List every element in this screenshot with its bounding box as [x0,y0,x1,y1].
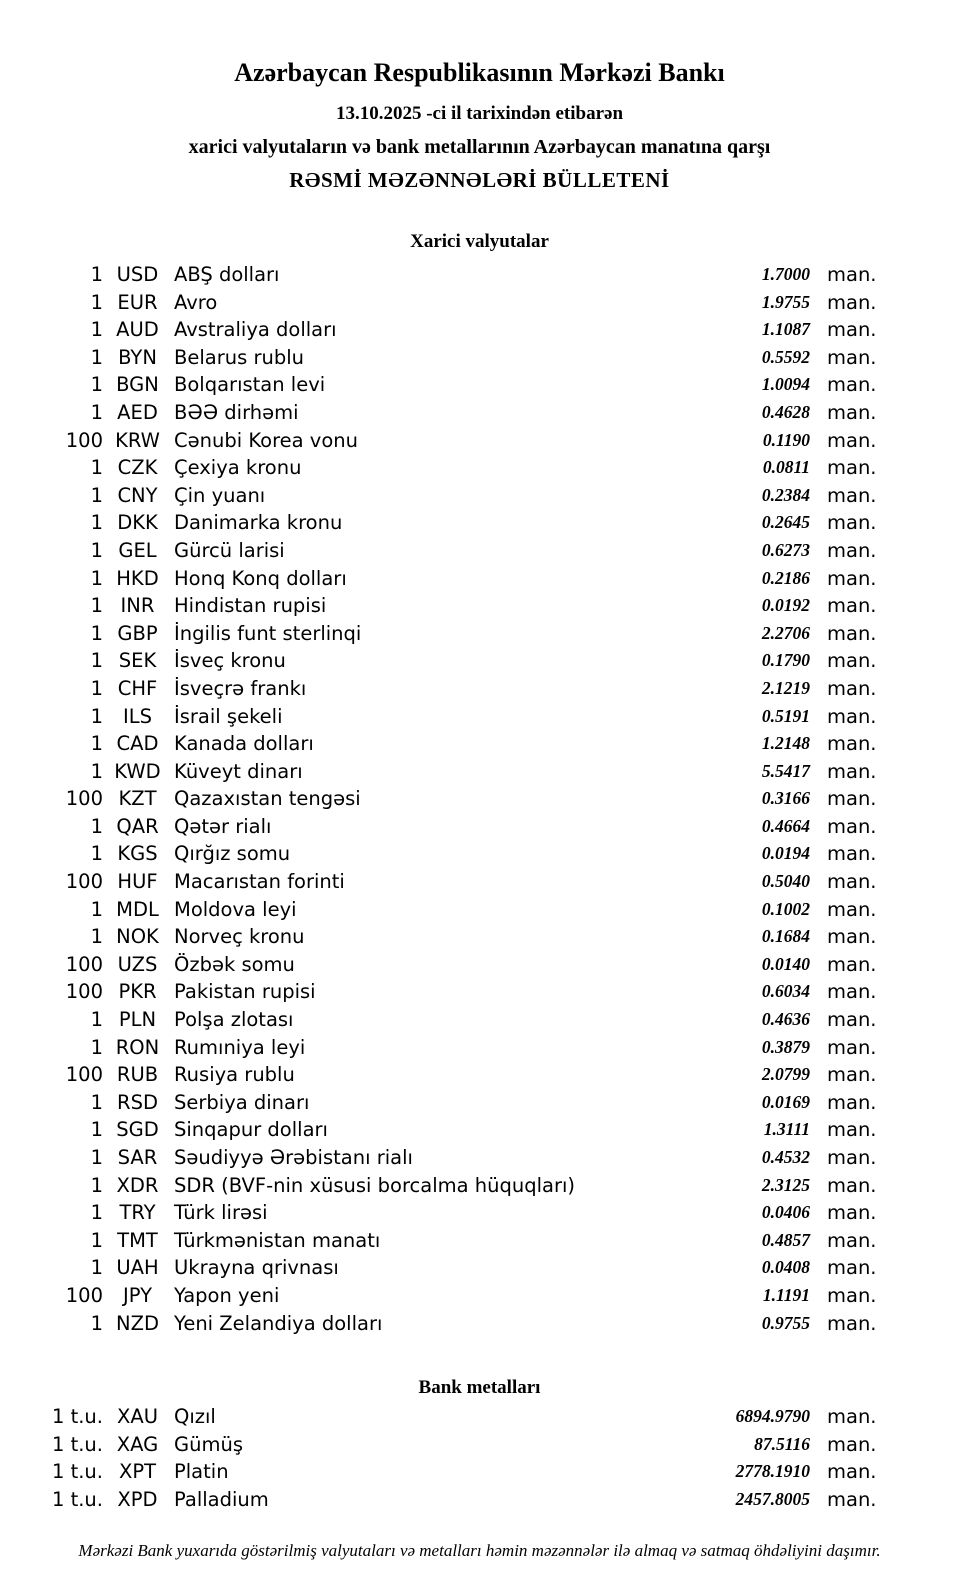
rate-row [0,1458,959,1486]
currency-code: AUD [116,318,159,342]
rate-row [0,565,959,593]
rate-value: 0.0192 [761,595,810,616]
quantity-cell: 1 [90,676,103,700]
rate-row [0,730,959,758]
currency-code: TRY [119,1201,156,1225]
rate-value: 0.5191 [761,705,810,726]
currency-code: KRW [115,428,160,452]
foreign-currencies-heading: Xarici valyutalar [410,231,549,252]
currency-name: Norveç kronu [174,925,305,949]
rate-row [0,1034,959,1062]
unit-label: man. [827,263,877,286]
currency-code: GBP [117,621,158,645]
rate-row [0,620,959,648]
rate-row [0,537,959,565]
rate-value: 0.4628 [761,401,810,422]
rate-row [0,813,959,841]
rate-row [0,647,959,675]
rate-value: 1.7000 [761,264,810,284]
currency-name: Səudiyyə Ərəbistanı rialı [174,1146,413,1169]
rate-value: 0.6273 [761,539,810,560]
quantity-cell: 1 [90,1008,103,1032]
currency-code: SAR [117,1146,158,1169]
quantity-cell: 1 [90,1090,103,1114]
currency-code: INR [120,594,155,618]
unit-label: man. [827,980,877,1004]
rate-row [0,703,959,731]
currency-name: Avstraliya dolları [174,318,337,342]
quantity-cell: 1 [90,1311,103,1335]
currency-code: RUB [116,1063,159,1087]
quantity-cell: 1 [90,1035,103,1059]
rate-value: 0.0408 [761,1257,810,1278]
unit-label: man. [827,428,877,452]
quantity-cell: 1 [90,814,103,838]
rate-value: 0.0811 [762,457,810,478]
currency-name: BƏƏ dirhəmi [174,400,299,424]
currency-code: CZK [117,456,158,480]
rate-value: 1.1191 [762,1284,810,1305]
currency-code: TMT [117,1228,158,1252]
quantity-cell: 100 [65,952,103,976]
quantity-cell: 1 [90,649,103,673]
currency-name: Qırğız somu [174,842,291,866]
rate-value: 0.3166 [761,788,810,809]
rate-row [0,675,959,703]
currency-name: Kanada dolları [174,732,314,756]
unit-label: man. [827,345,877,369]
rate-row [0,1061,959,1089]
currency-name: Qətər rialı [174,814,272,838]
rate-value: 1.9755 [761,291,810,312]
unit-label: man. [827,897,877,921]
currency-code: HKD [116,566,159,590]
currency-code: KGS [117,842,158,866]
currency-name: Yapon yeni [174,1283,280,1307]
currency-code: XPD [117,1487,158,1511]
currency-code: DKK [117,511,158,535]
currency-name: Belarus rublu [174,345,305,369]
rate-value: 0.9755 [761,1312,810,1333]
currency-code: CHF [117,676,158,700]
currency-name: Serbiya dinarı [174,1090,310,1114]
effective-date-line: 13.10.2025 -ci il tarixindən etibarən [335,103,624,124]
currency-name: Gümüş [174,1432,243,1456]
rate-value: 0.0194 [761,843,810,864]
currency-name: Bolqarıstan levi [174,373,326,397]
unit-label: man. [827,814,877,838]
rate-value: 5.5417 [761,760,810,781]
currency-name: Hindistan rupisi [174,594,327,618]
currency-code: CAD [116,732,159,756]
quantity-cell: 1 [90,925,103,949]
rate-row [0,1431,959,1459]
rate-row [0,399,959,427]
rate-row [0,344,959,372]
quantity-cell: 1 [90,538,103,562]
unit-label: man. [827,1405,877,1428]
rate-value: 0.1190 [762,429,810,450]
rate-value: 0.1790 [761,650,810,671]
rate-row [0,261,959,289]
quantity-cell: 1 [90,732,103,756]
currency-code: XAU [117,1405,158,1428]
rate-row [0,1144,959,1172]
quantity-cell: 1 t.u. [51,1487,103,1511]
currency-code: NZD [116,1311,159,1335]
subject-line: xarici valyutaların və bank metallarının Azərbaycan manatına qarşı [188,136,771,158]
unit-label: man. [827,870,877,894]
currency-code: USD [116,263,159,286]
quantity-cell: 100 [65,980,103,1004]
rate-row [0,509,959,537]
unit-label: man. [827,1173,877,1197]
rate-row [0,840,959,868]
unit-label: man. [827,1283,877,1307]
currency-code: XPT [118,1460,157,1484]
quantity-cell: 1 [90,483,103,507]
unit-label: man. [827,318,877,342]
currency-code: EUR [117,290,158,314]
currency-name: Avro [174,290,218,314]
unit-label: man. [827,1228,877,1252]
bank-title: Azərbaycan Respublikasının Mərkəzi Bankı [234,58,725,87]
rate-value: 0.0140 [761,953,810,974]
unit-label: man. [827,1146,877,1169]
currency-code: PKR [118,980,157,1004]
currency-code: NOK [116,925,159,949]
rate-row [0,978,959,1006]
rate-value: 0.5592 [761,346,810,367]
rate-value: 0.0406 [761,1202,810,1223]
unit-label: man. [827,1460,877,1484]
quantity-cell: 1 [90,1118,103,1142]
rate-row [0,868,959,896]
currency-code: MDL [116,897,159,921]
unit-label: man. [827,566,877,590]
rate-value: 6894.9790 [735,1406,810,1426]
unit-label: man. [827,925,877,949]
quantity-cell: 1 [90,456,103,480]
quantity-cell: 1 t.u. [51,1460,103,1484]
rate-row [0,1227,959,1255]
quantity-cell: 1 [90,1201,103,1225]
rate-value: 0.0169 [761,1091,810,1112]
unit-label: man. [827,704,877,728]
rate-row [0,427,959,455]
quantity-cell: 1 [90,1228,103,1252]
currency-name: Pakistan rupisi [174,980,316,1004]
rate-row [0,289,959,317]
rate-value: 0.1002 [761,898,810,919]
rate-value: 1.3111 [763,1119,810,1140]
currency-name: Palladium [174,1487,269,1511]
rate-row [0,482,959,510]
currency-code: PLN [118,1008,157,1032]
bulletin-title: RƏSMİ MƏZƏNNƏLƏRİ BÜLLETENİ [289,168,670,192]
rate-row [0,1254,959,1282]
currency-name: Sinqapur dolları [174,1118,328,1142]
currency-name: İsveç kronu [174,649,286,673]
currency-name: Danimarka kronu [174,511,343,535]
unit-label: man. [827,732,877,756]
currency-code: RON [115,1035,160,1059]
rate-row [0,785,959,813]
rate-value: 1.1087 [761,319,810,340]
currency-code: RSD [117,1090,158,1114]
unit-label: man. [827,1035,877,1059]
currency-name: İngilis funt sterlinqi [174,621,362,645]
currency-name: Küveyt dinarı [174,759,303,783]
rate-row [0,951,959,979]
currency-code: QAR [116,814,159,838]
currency-name: Moldova leyi [174,897,297,921]
currency-code: BGN [116,373,159,397]
rate-row [0,896,959,924]
quantity-cell: 1 [90,566,103,590]
unit-label: man. [827,538,877,562]
quantity-cell: 1 t.u. [51,1405,103,1428]
currency-name: Yeni Zelandiya dolları [174,1311,383,1335]
foreign-currencies-table [0,261,959,1337]
currency-code: ILS [123,704,152,728]
unit-label: man. [827,290,877,314]
bank-metals-heading: Bank metalları [418,1377,541,1398]
rate-row [0,592,959,620]
quantity-cell: 1 [90,290,103,314]
footer-disclaimer: Mərkəzi Bank yuxarıda göstərilmiş valyutaları və metalları həmin məzənnələr ilə almaq və satmaq öhdəliyini daşımır. [78,1541,881,1560]
quantity-cell: 1 [90,345,103,369]
unit-label: man. [827,1487,877,1511]
currency-name: Honq Konq dolları [174,566,347,590]
rate-row [0,1172,959,1200]
unit-label: man. [827,483,877,507]
currency-name: İsveçrə frankı [174,676,307,700]
quantity-cell: 1 [90,1146,103,1169]
rate-value: 0.6034 [761,981,810,1002]
rate-row [0,1006,959,1034]
currency-name: Çin yuanı [174,483,266,507]
rate-row [0,1310,959,1338]
currency-name: Cənubi Korea vonu [174,428,358,452]
rate-value: 2.1219 [761,677,810,698]
rate-value: 2.0799 [761,1064,810,1085]
unit-label: man. [827,511,877,535]
rate-row [0,758,959,786]
rate-value: 1.0094 [761,374,810,395]
quantity-cell: 1 [90,318,103,342]
rate-value: 0.2645 [761,512,810,533]
rate-value: 2457.8005 [735,1488,810,1509]
unit-label: man. [827,952,877,976]
quantity-cell: 1 [90,263,103,286]
currency-code: AED [117,400,158,424]
unit-label: man. [827,594,877,618]
currency-name: Rumıniya leyi [174,1035,306,1059]
currency-name: Türk lirəsi [174,1201,268,1225]
rate-value: 1.2148 [761,733,810,754]
rate-value: 0.2384 [761,484,810,505]
currency-code: SGD [116,1118,159,1142]
currency-name: Çexiya kronu [174,456,302,480]
quantity-cell: 1 [90,842,103,866]
currency-code: XAG [116,1432,159,1456]
quantity-cell: 1 [90,704,103,728]
unit-label: man. [827,759,877,783]
unit-label: man. [827,676,877,700]
bank-metals-table [0,1403,959,1513]
rate-row [0,1282,959,1310]
currency-code: HUF [117,870,158,894]
unit-label: man. [827,1008,877,1032]
currency-code: KWD [114,759,161,783]
currency-code: UAH [116,1256,159,1280]
quantity-cell: 1 [90,621,103,645]
rate-value: 2778.1910 [735,1461,810,1482]
unit-label: man. [827,1311,877,1335]
currency-name: Platin [174,1460,229,1484]
currency-code: CNY [117,483,158,507]
quantity-cell: 100 [65,787,103,811]
unit-label: man. [827,456,877,480]
rate-row [0,1199,959,1227]
rate-value: 0.3879 [761,1036,810,1057]
rate-row [0,454,959,482]
currency-code: UZS [117,952,158,976]
rate-value: 0.1684 [761,926,810,947]
currency-name: Qızıl [174,1405,216,1428]
currency-name: Macarıstan forinti [174,870,345,894]
currency-name: ABŞ dolları [174,263,280,286]
unit-label: man. [827,1118,877,1142]
unit-label: man. [827,649,877,673]
currency-name: Özbək somu [174,952,295,976]
unit-label: man. [827,842,877,866]
currency-name: Rusiya rublu [174,1063,295,1087]
quantity-cell: 1 [90,1173,103,1197]
quantity-cell: 100 [65,870,103,894]
rate-value: 0.4664 [761,815,810,836]
rate-row [0,1486,959,1514]
quantity-cell: 100 [65,1283,103,1307]
rate-value: 0.2186 [761,567,810,588]
currency-code: JPY [123,1283,152,1307]
currency-name: Gürcü larisi [174,538,285,562]
currency-code: GEL [118,538,157,562]
currency-name: SDR (BVF-nin xüsusi borcalma hüquqları) [174,1173,576,1197]
quantity-cell: 100 [65,428,103,452]
rate-value: 2.3125 [761,1174,810,1195]
unit-label: man. [827,787,877,811]
rate-value: 0.4636 [761,1009,810,1030]
rate-value: 2.2706 [761,622,810,643]
currency-code: BYN [118,345,157,369]
quantity-cell: 1 [90,897,103,921]
unit-label: man. [827,1201,877,1225]
quantity-cell: 1 t.u. [51,1432,103,1456]
unit-label: man. [827,1090,877,1114]
rate-value: 87.5116 [754,1433,810,1454]
quantity-cell: 1 [90,511,103,535]
quantity-cell: 1 [90,1256,103,1280]
currency-code: SEK [118,649,157,673]
currency-name: İsrail şekeli [174,704,283,728]
unit-label: man. [827,1432,877,1456]
quantity-cell: 1 [90,594,103,618]
rate-row [0,316,959,344]
currency-name: Ukrayna qrivnası [174,1256,339,1280]
quantity-cell: 100 [65,1063,103,1087]
currency-name: Qazaxıstan tengəsi [174,787,361,811]
unit-label: man. [827,1256,877,1280]
quantity-cell: 1 [90,400,103,424]
rate-row [0,371,959,399]
currency-name: Polşa zlotası [174,1008,294,1032]
currency-code: XDR [116,1173,159,1197]
rate-value: 0.4532 [761,1147,810,1167]
quantity-cell: 1 [90,759,103,783]
currency-code: KZT [118,787,157,811]
rate-row [0,923,959,951]
unit-label: man. [827,621,877,645]
unit-label: man. [827,1063,877,1087]
currency-name: Türkmənistan manatı [174,1228,381,1252]
unit-label: man. [827,400,877,424]
rate-row [0,1403,959,1431]
unit-label: man. [827,373,877,397]
rate-row [0,1089,959,1117]
quantity-cell: 1 [90,373,103,397]
rate-row [0,1116,959,1144]
rate-value: 0.4857 [761,1229,810,1250]
rate-value: 0.5040 [761,871,810,892]
